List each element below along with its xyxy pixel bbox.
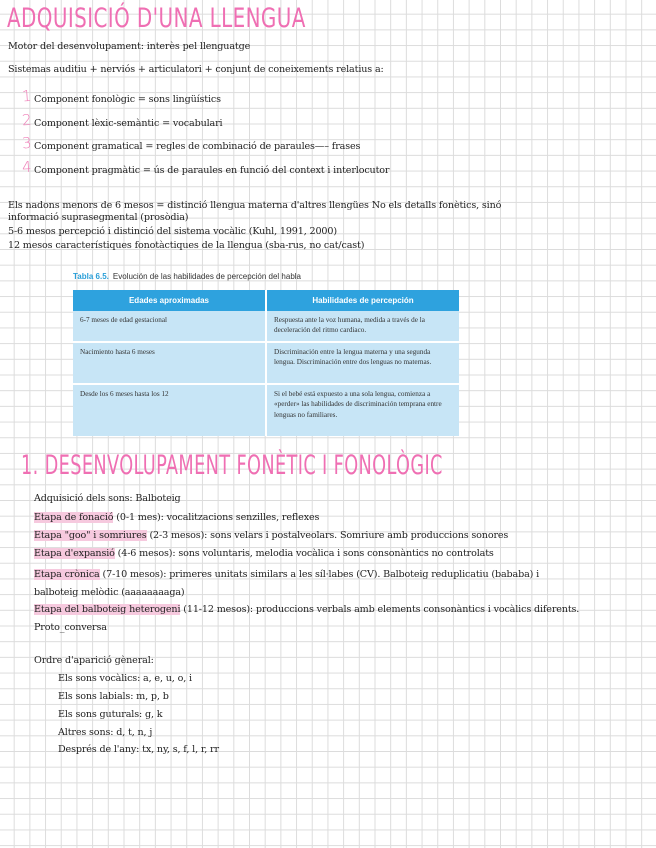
stage-text: (0-1 mes): vocalitzacions senzilles, reflexes (113, 512, 320, 523)
stage-text: (4-6 mesos): sons voluntaris, melodia vocàlica i sons consonàntics no controlats (114, 548, 494, 559)
section-title: 1. DESENVOLUPAMENT FONÈTIC I FONOLÒGIC (21, 450, 443, 481)
stage-item (34, 512, 319, 523)
table-cell-skill: Respuesta ante la voz humana, medida a través de la deceleración del ritmo cardiaco. (266, 311, 459, 342)
stage-text: (11-12 mesos): produccions verbals amb elements consonàntics i vocàlics diferents. Proto_conversa (34, 604, 580, 633)
stage-label: Etapa d'expansió (34, 548, 115, 559)
component-item: Component lèxic-semàntic = vocabulari (34, 118, 223, 129)
stage-label: Etapa del balboteig heterogeni (34, 604, 181, 615)
table-row (73, 342, 459, 384)
order-item: Després de l'any: tx, ny, s, f, l, r, rr (58, 744, 219, 755)
note-line: 12 mesos característiques fonotàctiques de la llengua (sba-rus, no cat/cast) (8, 240, 365, 251)
component-number: 3 (21, 133, 33, 153)
table-caption-text: Evolución de las habilidades de percepción del habla (112, 272, 302, 281)
component-item: Component fonològic = sons lingüístics (34, 94, 221, 105)
table-cell-age: 6-7 meses de edad gestacional (80, 316, 168, 324)
order-item: Altres sons: d, t, n, j (58, 727, 153, 738)
stage-item (34, 548, 494, 559)
acquisition-line: Adquisició dels sons: Balboteig (34, 493, 181, 504)
table-cell-skill: Si el bebé está expuesto a una sola lengua, comienza a «perder» las habilidades de discriminación temprana entre lenguas no familiares. (266, 384, 459, 436)
component-number: 4 (21, 157, 33, 177)
motor-line: Motor del desenvolupament: interès pel llenguatge (8, 41, 251, 52)
note-line: informació suprasegmental (prosòdia) (8, 212, 189, 223)
note-line: 5-6 mesos percepció i distinció del sistema vocàlic (Kuhl, 1991, 2000) (8, 226, 337, 237)
order-item: Els sons guturals: g, k (58, 709, 163, 720)
table-header: Habilidades de percepción (266, 290, 459, 311)
order-item: Els sons vocàlics: a, e, u, o, i (58, 673, 192, 684)
stage-item (34, 530, 508, 541)
component-number: 1 (21, 86, 33, 106)
stage-label: Etapa de fonació (34, 512, 114, 523)
table-row (73, 311, 459, 342)
stage-item (34, 566, 579, 602)
table-header-row (73, 290, 459, 311)
systems-line: Sistemas auditiu + nerviós + articulatori + conjunt de coneixements relatius a: (8, 64, 384, 75)
stage-label: Etapa "goo" i somriures (34, 530, 147, 541)
note-line: Els nadons menors de 6 mesos = distinció llengua materna d'altres llengües No els detalls fonètics, sinó (8, 200, 502, 211)
perception-table (73, 290, 459, 436)
stage-label: Etapa crònica (34, 569, 100, 580)
order-title: Ordre d'aparició gèneral: (34, 655, 154, 666)
table-cell-age: Desde los 6 meses hasta los 12 (73, 384, 266, 436)
order-item: Els sons labials: m, p, b (58, 691, 169, 702)
component-item: Component pragmàtic = ús de paraules en funció del context i interlocutor (34, 165, 390, 176)
table-label: Tabla 6.5. (73, 272, 109, 281)
page-title: ADQUISICIÓ D'UNA LLENGUA (7, 3, 306, 34)
table-caption (73, 272, 301, 281)
stage-item (34, 601, 594, 637)
component-number: 2 (21, 110, 33, 130)
stage-text: (2-3 mesos): sons velars i postalveolars. Somriure amb produccions sonores (146, 530, 509, 541)
table-cell-age: Nacimiento hasta 6 meses (73, 342, 266, 384)
stage-text: (7-10 mesos): primeres unitats similars a les síl·labes (CV). Balboteig reduplicatiu (bababa) i balboteig melòdic (aaaaaaaaga) (34, 569, 540, 598)
component-item: Component gramatical = regles de combinació de paraules—– frases (34, 141, 361, 152)
table-cell-skill: Discriminación entre la lengua materna y una segunda lengua. Discriminación entre dos lenguas no maternas. (266, 342, 459, 384)
table-header: Edades aproximadas (73, 290, 266, 311)
table-row (73, 384, 459, 436)
